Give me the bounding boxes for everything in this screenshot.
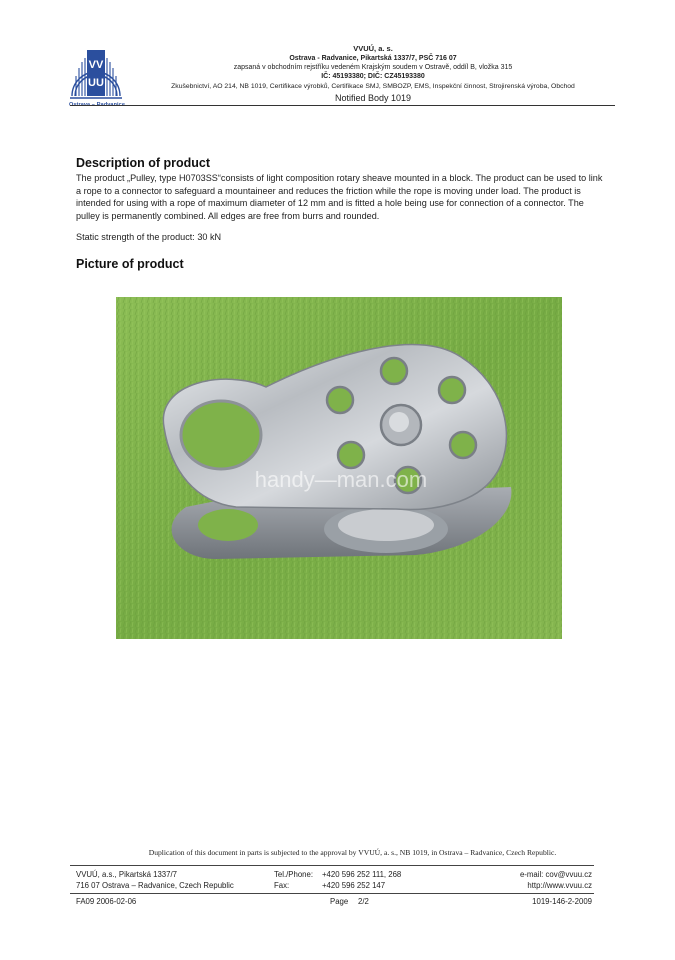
static-strength: Static strength of the product: 30 kN [76,232,222,242]
footer-fax-label: Fax: [274,881,290,890]
footer-fax-value: +420 596 252 147 [322,881,386,890]
footer-email-link[interactable]: e-mail: cov@vvuu.cz [519,870,592,879]
header-address: Ostrava - Radvanice, Pikartská 1337/7, PSČ 716 07 [289,55,457,62]
footer-form-code: FA09 2006-02-06 [76,897,137,906]
header-services: Zkušebnictví, AO 214, NB 1019, Certifikace výrobků, Certifikace SMJ, SMBOZP, EMS, Inspekční činnost, Strojirenská výroba, Obchod [171,83,575,90]
footer-tel-value: +420 596 252 111, 268 [322,870,402,879]
product-photo [116,297,562,639]
footer-note: Duplication of this document in parts is subjected to the approval by VVUÚ, a. s., NB 1019, in Ostrava – Radvanice, Czech Republic. [148,848,557,857]
description-text: The product „Pulley, type H0703SS“consists of light composition rotary sheave mounted in a block. The product can be used to link a rope to a connector to safeguard a mountaineer and reduces the friction while the rope is moving under load. The product is intended for using with a rope of maximum diameter of 12 mm and is fitted a hole being use for connection of a connector. The pulley is permanently combined. All edges are free from burrs and rounded. [76,173,603,221]
footer-rule-top [70,865,594,866]
logo-caption: Ostrava – Radvanice [68,102,125,108]
footer-page-number: 2/2 [358,897,369,906]
footer-company: VVUÚ, a.s., Pikartská 1337/7 [76,870,177,879]
header-register: zapsaná v obchodním rejstříku vedeném Krajským soudem v Ostravě, oddíl B, vložka 315 [233,64,513,71]
svg-text:UU: UU [88,77,104,89]
description-heading: Description of product [76,156,211,170]
picture-heading: Picture of product [76,257,184,271]
footer-city: 716 07 Ostrava – Radvanice, Czech Republic [76,881,234,890]
footer-rule-bottom [70,893,594,894]
footer-page-label: Page [330,897,349,906]
header-ids: IČ: 45193380; DIČ: CZ45193380 [321,73,425,80]
footer-doc-number: 1019-146-2-2009 [532,897,592,906]
footer-tel-label: Tel./Phone: [274,870,314,879]
svg-text:VV: VV [88,59,104,71]
header-company: VVUÚ, a. s. [353,44,393,53]
photo-watermark: handy—man.com [254,467,428,492]
footer-web-link[interactable]: http://www.vvuu.cz [527,881,592,890]
header-notified-body: Notified Body 1019 [334,93,412,103]
vvuu-logo [66,42,126,104]
header-rule [70,105,615,106]
